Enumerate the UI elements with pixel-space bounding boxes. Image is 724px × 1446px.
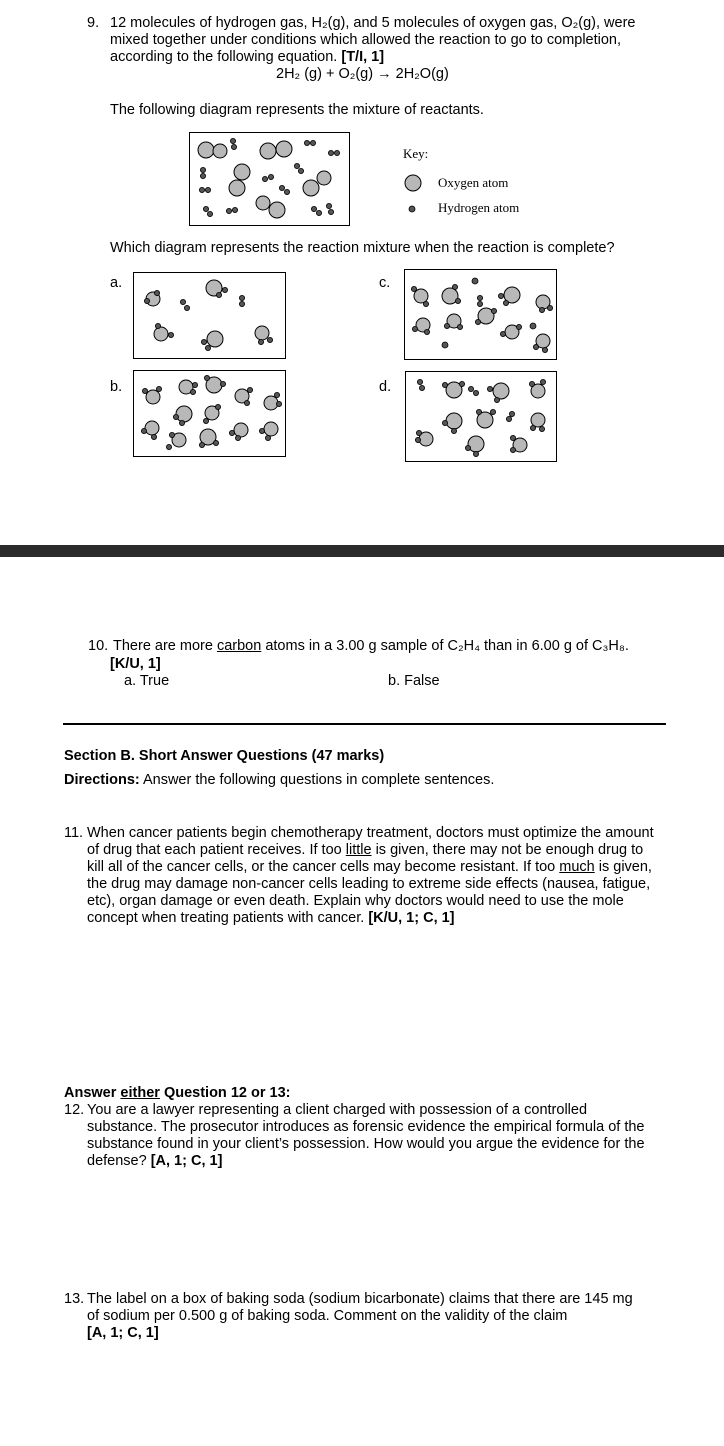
q10-option-a[interactable]: a. True [124,673,170,689]
h2-molecule [226,207,237,213]
q12-line4 [87,1153,222,1169]
water-molecule [144,290,160,306]
water-molecule [529,379,545,398]
water-molecule [199,429,218,448]
q10-line1 [113,638,629,654]
water-molecule [500,324,521,339]
q12-line4-text: defense? [87,1153,151,1169]
q11-line6 [87,910,455,926]
q13-line2: of sodium per 0.500 g of baking soda. Comment on the validity of the claim [87,1308,568,1324]
water-molecule [154,323,174,341]
q11-code: [K/U, 1; C, 1] [368,910,455,926]
water-molecule [444,314,462,330]
water-molecule [475,308,496,325]
h2-molecule [328,150,339,155]
answer-either-before: Answer [64,1085,121,1101]
hydrogen-atom [442,342,448,348]
option-b-molecules [134,371,285,456]
q10-number: 10. [88,638,109,654]
water-molecule [442,381,464,398]
water-molecule [235,387,253,405]
option-c-label: c. [379,275,391,291]
water-molecule [142,386,161,404]
o2-molecule [198,142,227,158]
q9-question: Which diagram represents the reaction mixture when the reaction is complete? [110,240,615,256]
o2-molecule [256,196,285,218]
water-molecule [201,331,223,351]
water-molecule [442,284,461,304]
q10-text-before: There are more [113,638,217,654]
q10-code: [K/U, 1] [110,656,161,672]
h2-molecule [294,163,303,173]
h2-molecule [230,138,236,149]
water-molecule [255,326,273,345]
q11-line6-text: concept when treating patients with cancer. [87,910,369,926]
water-molecule [442,413,462,434]
option-d-molecules [406,372,556,461]
q9-line2: mixed together under conditions which allowed the reaction to go to completion, [110,32,622,48]
q9-line3 [110,49,384,65]
option-b-label: b. [110,379,123,395]
water-molecule [166,432,186,449]
q11-number: 11. [64,825,84,841]
option-c-diagram[interactable] [404,269,557,360]
oxygen-atom [472,278,478,284]
water-molecule [510,435,527,452]
section-divider [63,723,666,725]
q11-line2-a: of drug that each patient receives. If too [87,842,346,858]
h2-molecule [326,203,333,214]
q13-line1: The label on a box of baking soda (sodium bicarbonate) claims that there are 145 mg [87,1291,633,1307]
q12-line2: substance. The prosecutor introduces as forensic evidence the empirical formula of the [87,1119,645,1135]
page-break-bar [0,545,724,557]
q11-line2 [87,842,643,858]
reactant-molecules [190,133,349,225]
water-molecule [476,409,495,428]
q13-number: 13. [64,1291,85,1307]
q9-equation: 2H₂ (g) + O₂(g) → 2H₂O(g) [276,66,449,82]
q11-line5: etc), organ damage or even death. Explain why doctors would need to use the mole [87,893,624,909]
q12-number: 12. [64,1102,85,1118]
q10-underlined-word: carbon [216,638,262,654]
q9-line3-text: according to the following equation. [110,49,342,65]
q11-underlined-much: much [559,859,595,875]
key-hydrogen-label: Hydrogen atom [438,200,520,215]
water-molecule [204,375,225,393]
q12-line3: substance found in your client’s possession. How would you argue the evidence for the [87,1136,645,1152]
water-molecule [533,334,550,353]
q12-code: [A, 1; C, 1] [150,1153,223,1169]
h2-molecule [311,206,321,215]
hydrogen-atom-icon [405,202,419,216]
h2-molecule [262,174,273,181]
o2-molecule [229,164,250,196]
q11-underlined-little: little [345,842,372,858]
water-molecule [206,280,228,298]
option-a-label: a. [110,275,123,291]
answer-either-underlined: either [120,1085,160,1101]
option-a-diagram[interactable] [133,272,286,359]
q11-line3-a: kill all of the cancer cells, or the cancer cells may become resistant. If too [87,859,560,875]
q11-line3 [87,859,652,875]
q12-line1: You are a lawyer representing a client charged with possession of a controlled [87,1102,588,1118]
q10-option-b[interactable]: b. False [388,673,440,689]
water-molecule [173,406,192,426]
directions-text: Answer the following questions in complete sentences. [139,772,495,788]
h2-molecule [477,295,482,306]
key-title: Key: [403,146,429,161]
q13-code: [A, 1; C, 1] [87,1325,159,1341]
section-b-title: Section B. Short Answer Questions (47 marks) [64,748,385,764]
h2-molecule [417,379,424,390]
h2-molecule [468,386,478,395]
q11-line4: the drug may damage non-cancer cells leading to extreme side effects (nausea, fatigue, [87,876,651,892]
answer-either-after: Question 12 or 13: [159,1085,291,1101]
water-molecule [530,413,545,432]
q9-line1: 12 molecules of hydrogen gas, H₂(g), and 5 molecules of oxygen gas, O₂(g), were [110,15,636,31]
option-a-molecules [134,273,285,358]
water-molecule [487,383,509,403]
water-molecule [264,392,282,410]
oxygen-atom-icon [402,172,424,194]
q9-diagram-intro: The following diagram represents the mixture of reactants. [110,102,484,118]
h2-molecule [200,167,205,178]
h2-molecule [506,411,514,421]
water-molecule [415,430,433,446]
water-molecule [465,436,484,457]
water-molecule [411,286,428,306]
water-molecule [498,287,520,306]
h2-molecule [199,187,210,192]
option-d-diagram[interactable] [405,371,557,462]
water-molecule [179,380,198,395]
water-molecule [259,422,278,441]
directions-label: Directions: [64,772,140,788]
h2-molecule [203,206,212,216]
oxygen-atom [530,323,536,329]
water-molecule [412,318,430,335]
h2-molecule [304,140,315,145]
reactant-mixture-diagram [189,132,350,226]
water-molecule [229,423,248,441]
option-b-diagram[interactable] [133,370,286,457]
key-oxygen-label: Oxygen atom [438,175,509,190]
h2-molecule [180,299,189,310]
q11-line2-b: is given, there may not be enough drug to [371,842,644,858]
o2-molecule [303,171,331,196]
water-molecule [203,404,220,423]
h2-molecule [279,185,289,194]
q9-number: 9. [87,15,100,31]
option-d-label: d. [379,379,392,395]
q11-line3-b: is given, [594,859,652,875]
water-molecule [141,421,159,440]
h2-molecule [239,295,244,306]
q9-code: [T/I, 1] [341,49,385,65]
option-c-molecules [405,270,556,359]
q10-text-after: atoms in a 3.00 g sample of C₂H₄ than in 6.00 g of C₃H₈. [261,638,629,654]
q11-line1: When cancer patients begin chemotherapy treatment, doctors must optimize the amount [87,825,654,841]
section-b-directions [64,772,494,788]
water-molecule [536,295,553,313]
answer-either-heading [64,1085,290,1101]
o2-molecule [260,141,292,159]
